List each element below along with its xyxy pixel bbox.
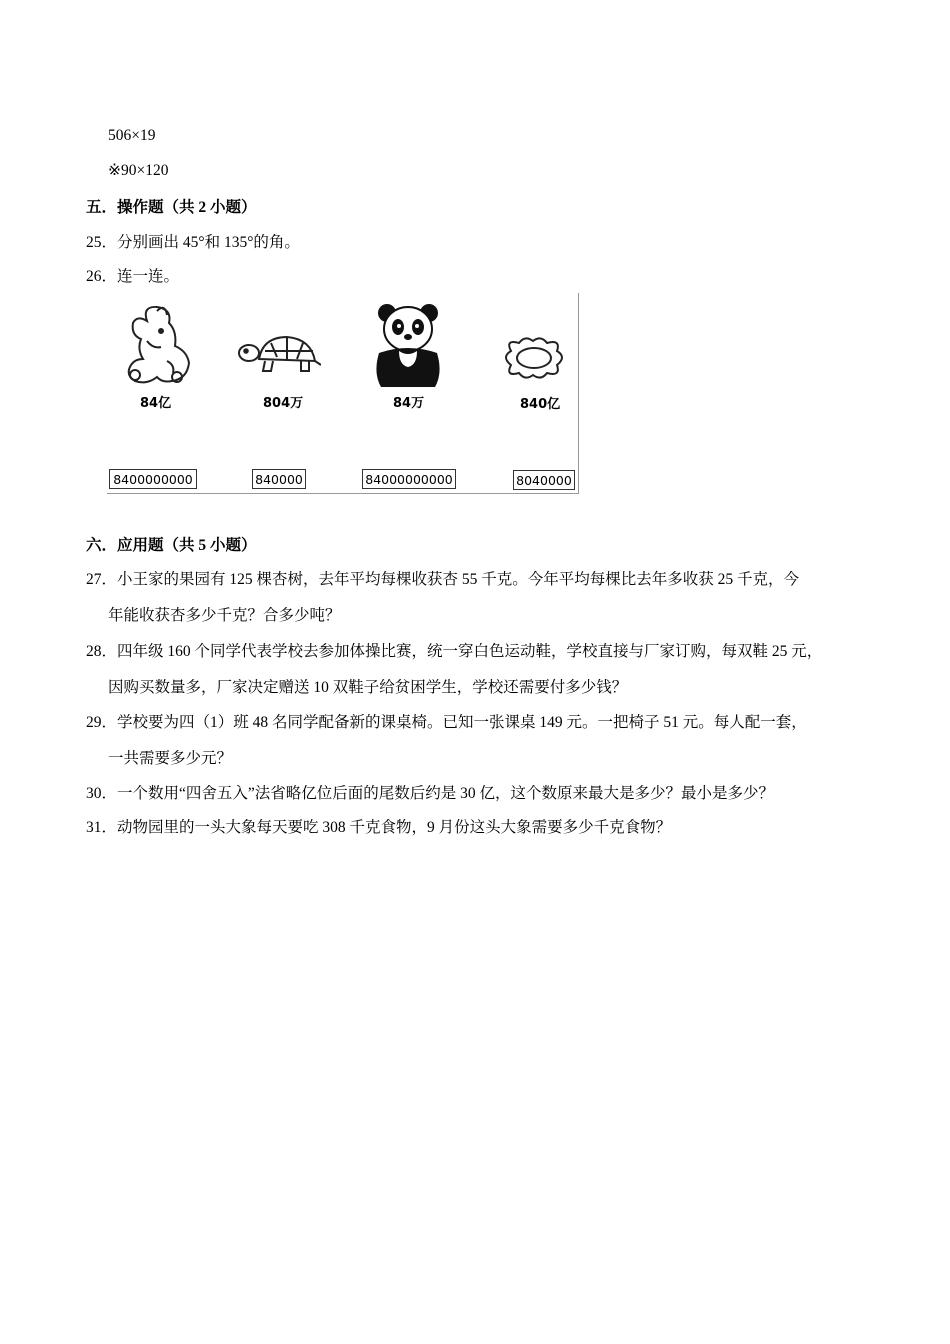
section6-heading: 六．应用题（共 5 小题）: [86, 537, 257, 554]
animal-label-panda: 84万: [393, 396, 425, 411]
question-27-line1: 27．小王家的果园有 125 棵杏树，去年平均每棵收获杏 55 千克。今年平均每棵比去年多收获 25 千克，今: [86, 571, 800, 588]
expression-90x120: ※90×120: [108, 162, 169, 179]
animal-label-flower: 840亿: [520, 397, 561, 412]
matching-figure: [107, 293, 579, 494]
section5-heading: 五．操作题（共 2 小题）: [86, 199, 257, 216]
question-28-line1: 28．四年级 160 个同学代表学校去参加体操比赛，统一穿白色运动鞋，学校直接与厂家订购，每双鞋 25 元，: [86, 643, 823, 660]
flower-icon: [501, 335, 567, 381]
elephant-icon: [117, 301, 197, 391]
number-box-3: 84000000000: [362, 469, 456, 489]
question-29-line2: 一共需要多少元？: [108, 750, 233, 767]
question-26: 26．连一连。: [86, 268, 180, 285]
question-28-line2: 因购买数量多，厂家决定赠送 10 双鞋子给贫困学生，学校还需要付多少钱？: [108, 679, 628, 696]
question-29-line1: 29．学校要为四（1）班 48 名同学配备新的课桌椅。已知一张课桌 149 元。一把椅子 51 元。每人配一套，: [86, 714, 807, 731]
question-27-line2: 年能收获杏多少千克？合多少吨？: [108, 607, 341, 624]
panda-icon: [373, 303, 443, 391]
number-box-4: 8040000: [513, 470, 575, 490]
question-31: 31．动物园里的一头大象每天要吃 308 千克食物，9 月份这头大象需要多少千克食物？: [86, 819, 672, 836]
animal-label-elephant: 84亿: [140, 396, 172, 411]
question-25: 25．分别画出 45°和 135°的角。: [86, 234, 300, 251]
number-box-2: 840000: [252, 469, 306, 489]
turtle-icon: [235, 331, 321, 377]
expression-506x19: 506×19: [108, 127, 156, 144]
question-30: 30．一个数用“四舍五入”法省略亿位后面的尾数后约是 30 亿，这个数原来最大是多少？最小是多少？: [86, 785, 775, 802]
number-box-1: 8400000000: [109, 469, 197, 489]
animal-label-turtle: 804万: [263, 396, 304, 411]
